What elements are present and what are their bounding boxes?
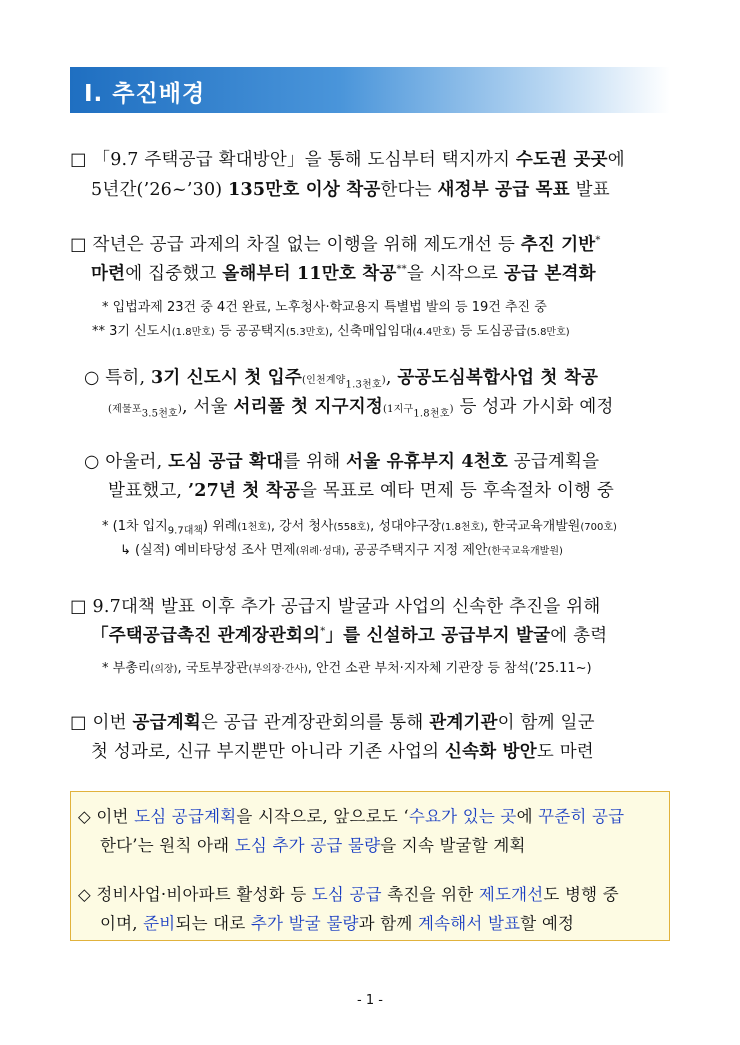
square-bullet-icon: □	[70, 150, 87, 170]
square-bullet-icon: □	[70, 713, 87, 733]
paragraph-3-note-1: * 부총리(의장), 국토부장관(부의장·간사), 안건 소관 부처·지자체 기관장 등 참석(’25.11~)	[102, 661, 592, 676]
sub-item-2-line-1: ○ 아울러, 도심 공급 확대를 위해 서울 유휴부지 4천호 공급계획을	[84, 452, 600, 472]
diamond-bullet-icon: ◇	[78, 807, 91, 826]
paragraph-1-line-2: 5년간(’26~’30) 135만호 이상 착공한다는 새정부 공급 목표 발표	[91, 180, 610, 200]
page-number: - 1 -	[357, 993, 383, 1008]
paragraph-4-line-1: □ 이번 공급계획은 공급 관계장관회의를 통해 관계기관이 함께 일군	[70, 713, 595, 733]
section-header	[70, 67, 670, 113]
paragraph-3-line-2: 「주택공급촉진 관계장관회의*」를 신설하고 공급부지 발굴에 총력	[91, 626, 608, 646]
summary-item-1-line-2: 한다’는 원칙 아래 도심 추가 공급 물량을 지속 발굴할 계획	[100, 836, 526, 855]
sub-item-1-line-1: ○ 특히, 3기 신도시 첫 입주(인천계양$_{1.3천호}$), 공공도심복합사업 첫 착공	[84, 368, 599, 391]
paragraph-4-line-2: 첫 성과로, 신규 부지뿐만 아니라 기존 사업의 신속화 방안도 마련	[91, 742, 594, 762]
square-bullet-icon: □	[70, 235, 87, 255]
circle-bullet-icon: ○	[84, 452, 100, 472]
sub-item-1-line-2: (제물포$_{3.5천호}$), 서울 서리풀 첫 지구지정(1지구$_{1.8천호}$) 등 성과 가시화 예정	[108, 397, 614, 420]
sub-item-2-note-2: ↳ (실적) 예비타당성 조사 면제(위례·성대), 공공주택지구 지정 제안(한국교육개발원)	[120, 543, 563, 558]
sub-item-2-line-2: 발표했고, ’27년 첫 착공을 목표로 예타 면제 등 후속절차 이행 중	[108, 481, 615, 501]
diamond-bullet-icon: ◇	[78, 885, 91, 904]
paragraph-2-line-1: □ 작년은 공급 과제의 차질 없는 이행을 위해 제도개선 등 추진 기반*	[70, 235, 601, 255]
square-bullet-icon: □	[70, 597, 87, 617]
paragraph-1-line-1: □ 「9.7 주택공급 확대방안」을 통해 도심부터 택지까지 수도권 곳곳에	[70, 150, 625, 170]
paragraph-2-line-2: 마련에 집중했고 올해부터 11만호 착공**을 시작으로 공급 본격화	[91, 264, 596, 284]
circle-bullet-icon: ○	[84, 368, 100, 388]
paragraph-2-note-2: ** 3기 신도시(1.8만호) 등 공공택지(5.3만호), 신축매입임대(4.4만호) 등 도심공급(5.8만호)	[92, 324, 570, 339]
summary-item-2-line-2: 이며, 준비되는 대로 추가 발굴 물량과 함께 계속해서 발표할 예정	[100, 914, 575, 933]
paragraph-2-note-1: * 입법과제 23건 중 4건 완료, 노후청사·학교용지 특별법 발의 등 19건 추진 중	[102, 300, 547, 315]
section-title: Ⅰ. 추진배경	[84, 81, 206, 107]
sub-item-2-note-1: * (1차 입지$_{9.7대책}$) 위례(1천호), 강서 청사(558호), 성대야구장(1.8천호), 한국교육개발원(700호)	[102, 519, 617, 537]
summary-item-2-line-1: ◇ 정비사업·비아파트 활성화 등 도심 공급 촉진을 위한 제도개선도 병행 중	[78, 885, 619, 904]
summary-item-1-line-1: ◇ 이번 도심 공급계획을 시작으로, 앞으로도 ‘수요가 있는 곳에 꾸준히 공급	[78, 807, 625, 826]
paragraph-3-line-1: □ 9.7대책 발표 이후 추가 공급지 발굴과 사업의 신속한 추진을 위해	[70, 597, 601, 617]
